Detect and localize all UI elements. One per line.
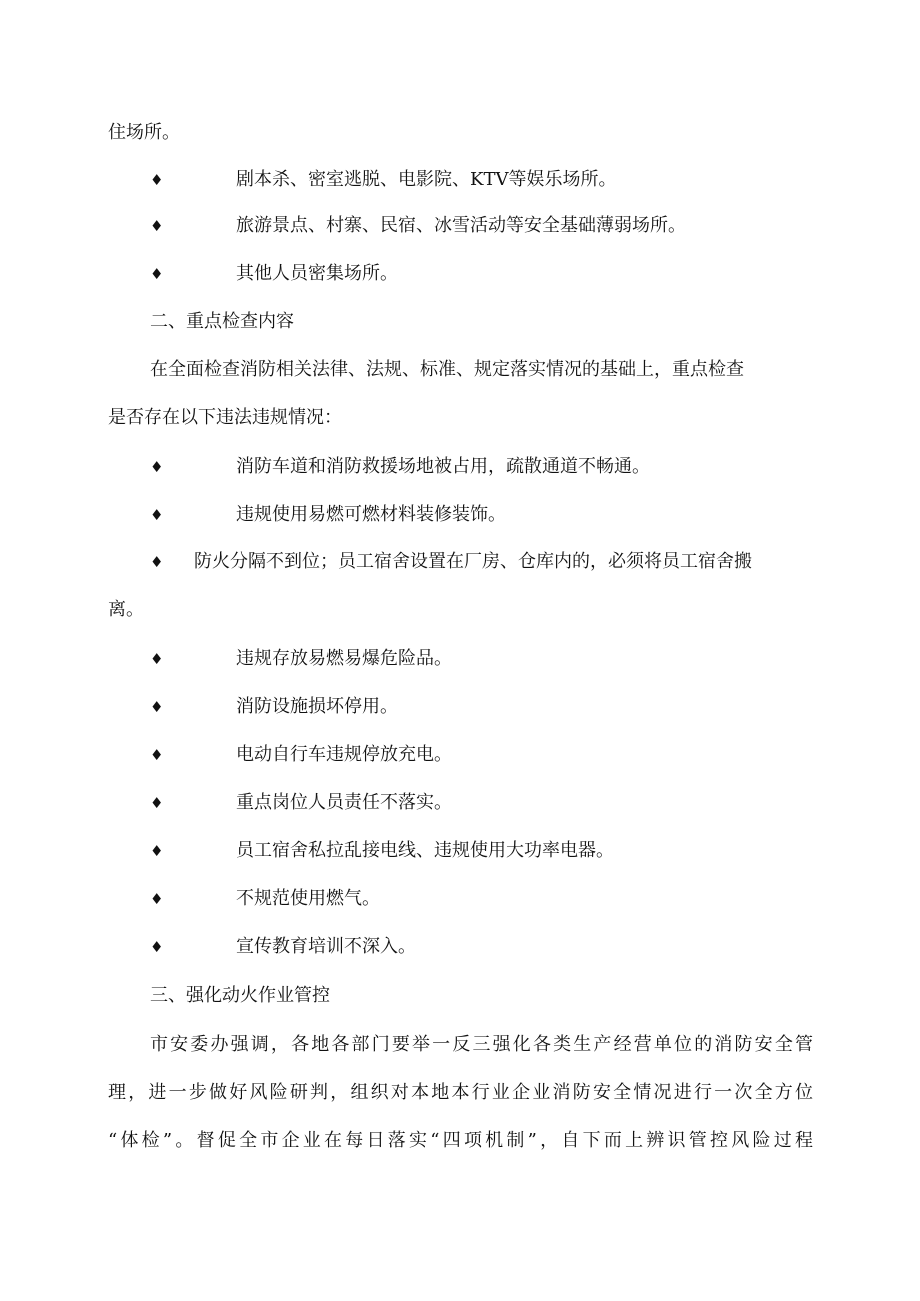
diamond-bullet-icon: ♦ [150, 698, 164, 716]
paragraph-line: “体检”。督促全市企业在每日落实“四项机制”，自下而上辨识管控风险过程 [108, 1130, 813, 1151]
diamond-bullet-icon: ♦ [150, 746, 164, 764]
diamond-bullet-icon: ♦ [150, 171, 164, 189]
diamond-bullet-icon: ♦ [150, 794, 164, 812]
bullet-text: 违规使用易燃可燃材料装修装饰。 [236, 504, 506, 525]
paragraph-line: 住场所。 [108, 122, 180, 143]
paragraph-line: 是否存在以下违法违规情况： [108, 407, 342, 428]
bullet-text: 电动自行车违规停放充电。 [236, 744, 452, 765]
diamond-bullet-icon: ♦ [150, 217, 164, 235]
diamond-bullet-icon: ♦ [150, 938, 164, 956]
bullet-text: 防火分隔不到位；员工宿舍设置在厂房、仓库内的，必须将员工宿舍搬 [194, 551, 752, 572]
paragraph-line: 理，进一步做好风险研判，组织对本地本行业企业消防安全情况进行一次全方位 [108, 1082, 813, 1103]
diamond-bullet-icon: ♦ [150, 890, 164, 908]
bullet-text: 重点岗位人员责任不落实。 [236, 792, 452, 813]
bullet-text: 旅游景点、村寨、民宿、冰雪活动等安全基础薄弱场所。 [236, 215, 686, 236]
paragraph-line: 市安委办强调，各地各部门要举一反三强化各类生产经营单位的消防安全管 [150, 1034, 813, 1055]
section-heading: 三、强化动火作业管控 [150, 985, 330, 1006]
bullet-text: 违规存放易燃易爆危险品。 [236, 648, 452, 669]
diamond-bullet-icon: ♦ [150, 842, 164, 860]
paragraph-line: 在全面检查消防相关法律、法规、标准、规定落实情况的基础上，重点检查 [150, 359, 744, 380]
bullet-text: 消防设施损坏停用。 [236, 696, 398, 717]
diamond-bullet-icon: ♦ [150, 458, 164, 476]
diamond-bullet-icon: ♦ [150, 506, 164, 524]
diamond-bullet-icon: ♦ [150, 265, 164, 283]
bullet-text: 不规范使用燃气。 [236, 888, 380, 909]
bullet-text: 剧本杀、密室逃脱、电影院、KTV等娱乐场所。 [236, 169, 617, 190]
bullet-text: 消防车道和消防救援场地被占用，疏散通道不畅通。 [236, 456, 650, 477]
bullet-text: 其他人员密集场所。 [236, 263, 398, 284]
paragraph-line: 离。 [108, 599, 144, 620]
diamond-bullet-icon: ♦ [150, 650, 164, 668]
bullet-text: 宣传教育培训不深入。 [236, 936, 416, 957]
diamond-bullet-icon: ♦ [150, 553, 164, 571]
section-heading: 二、重点检查内容 [150, 311, 294, 332]
bullet-text: 员工宿舍私拉乱接电线、违规使用大功率电器。 [236, 840, 614, 861]
